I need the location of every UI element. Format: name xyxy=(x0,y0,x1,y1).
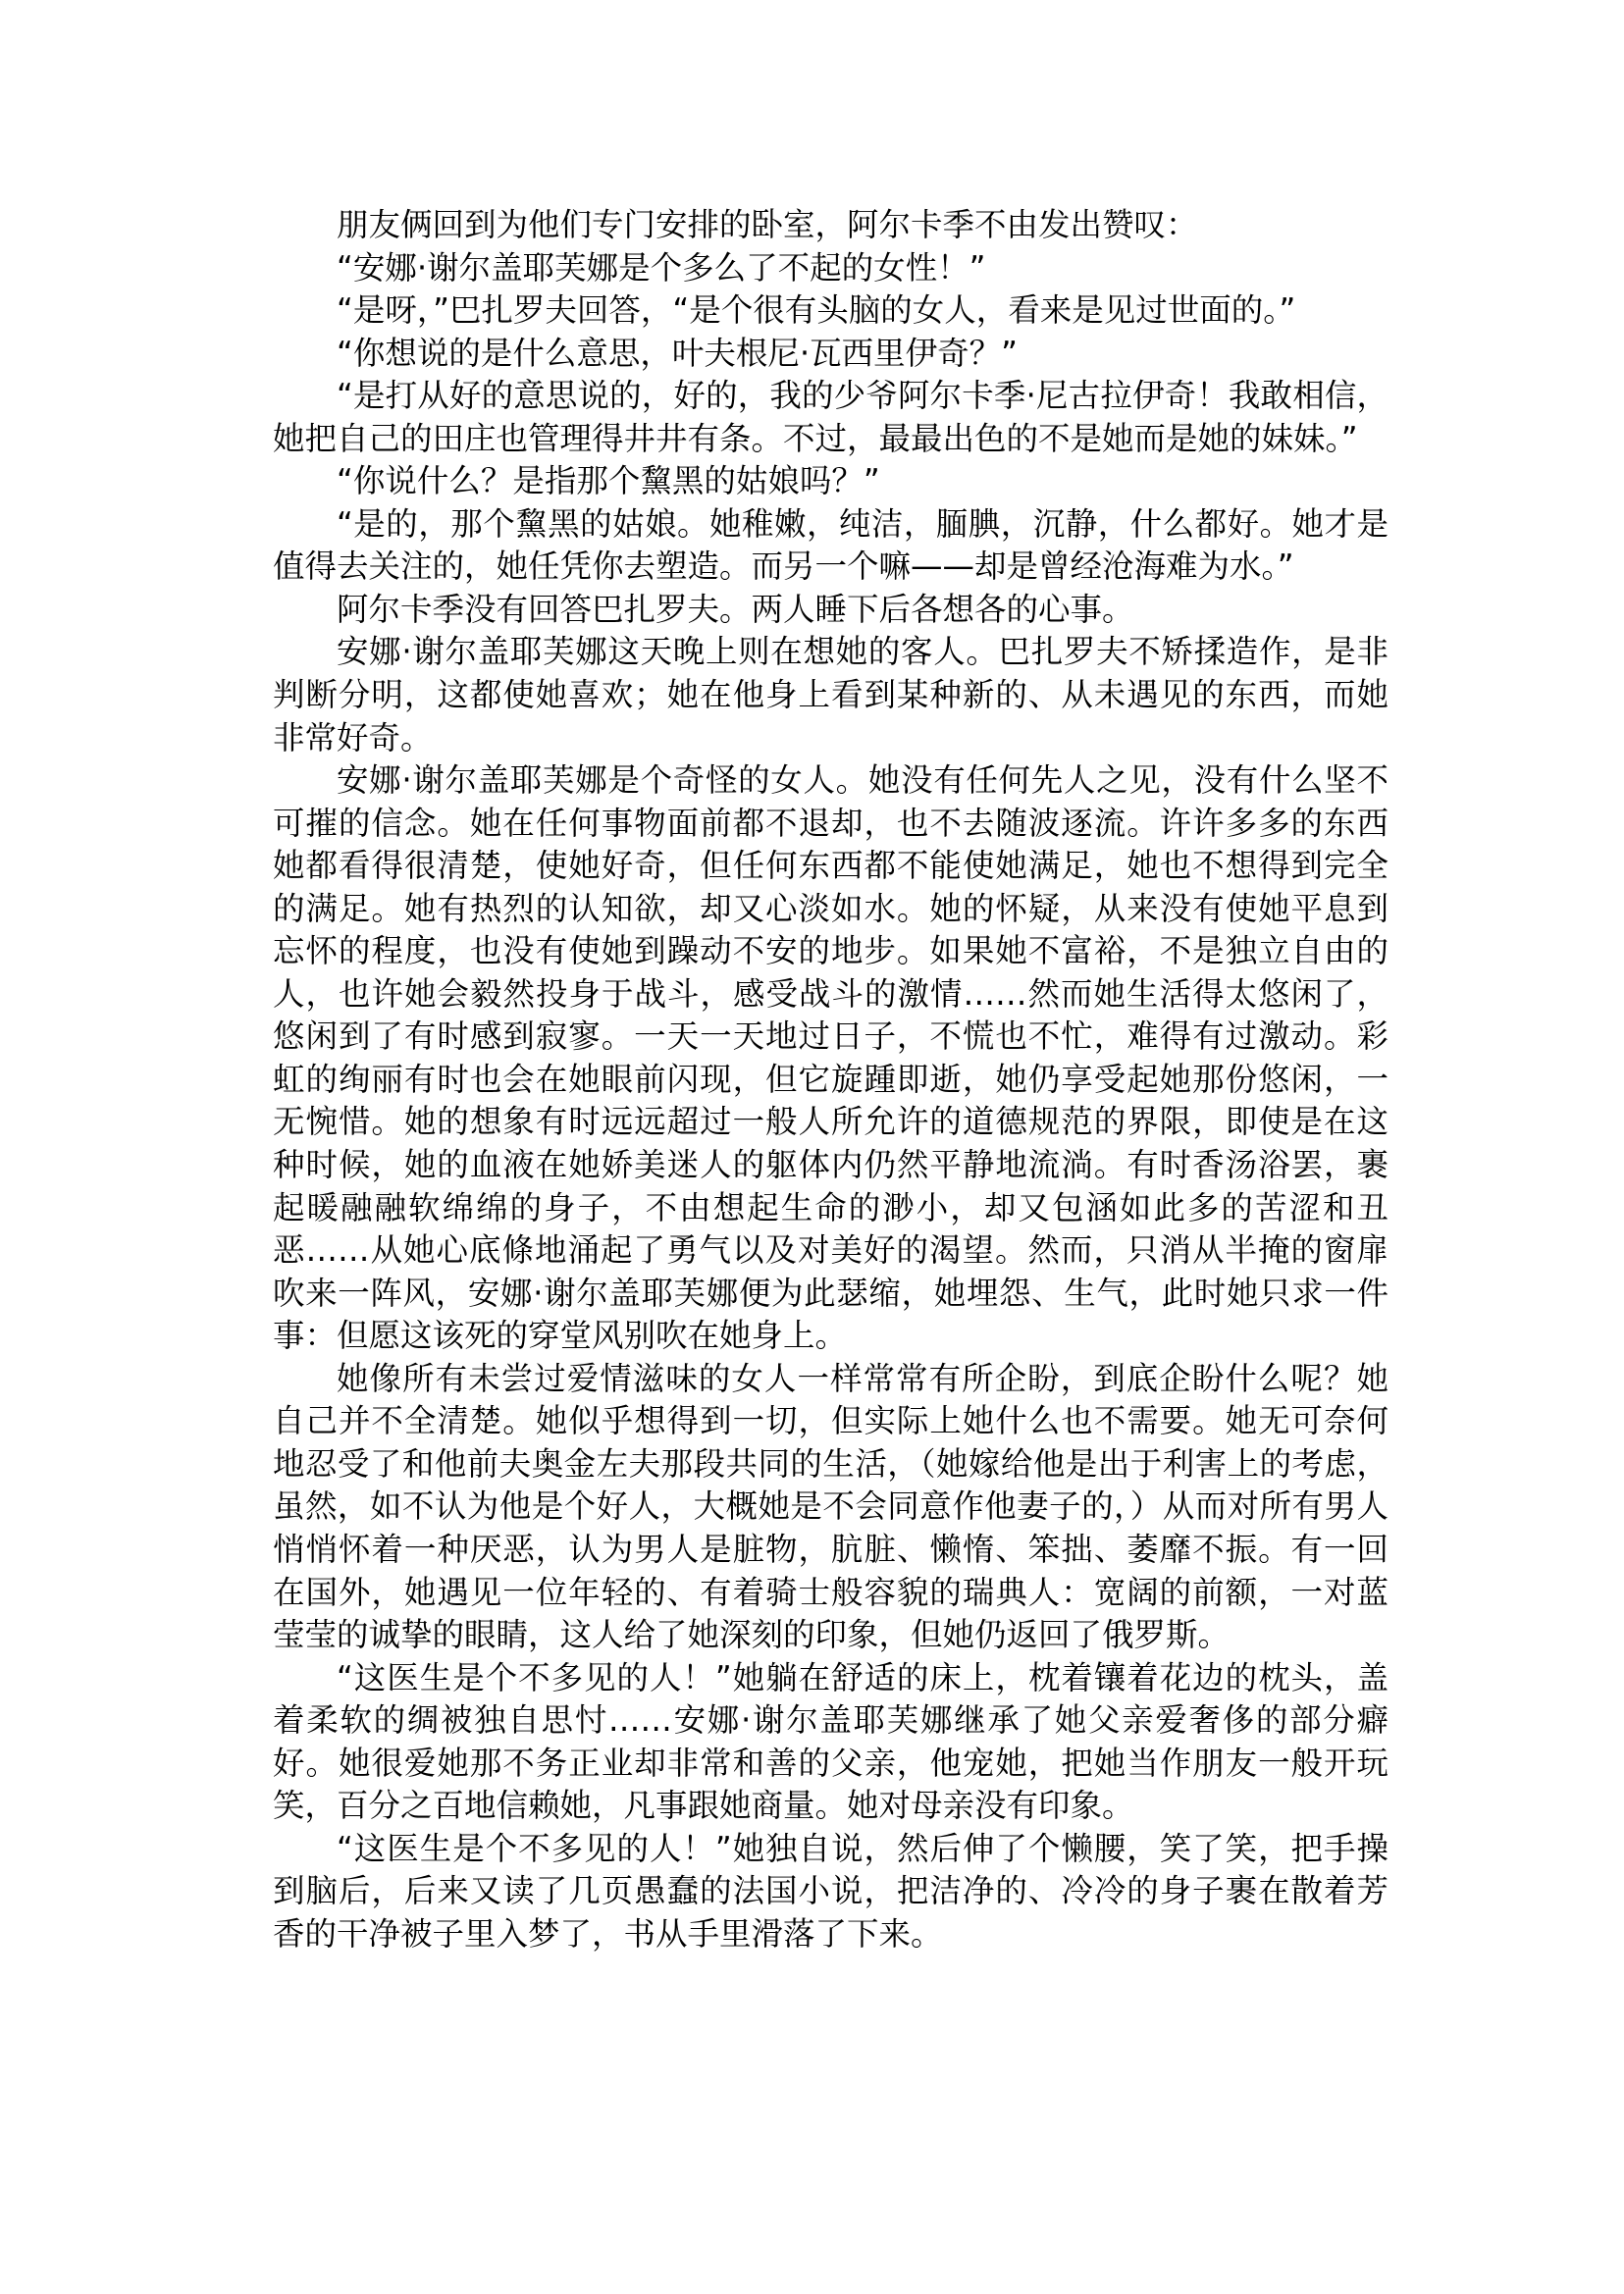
paragraph-01: 朋友俩回到为他们专门安排的卧室，阿尔卡季不由发出赞叹： xyxy=(337,206,1198,243)
paragraph-08: 阿尔卡季没有回答巴扎罗夫。两人睡下后各想各的心事。 xyxy=(337,590,1134,628)
body-text xyxy=(273,204,1388,1955)
paragraph-02: “安娜·谢尔盖耶芙娜是个多么了不起的女性！” xyxy=(337,248,986,287)
paragraph-10: 安娜·谢尔盖耶芙娜是个奇怪的女人。她没有任何先人之见，没有什么坚不可摧的信念。她在任何事物面前都不退却，也不去随波逐流。许许多多的东西她都看得很清楚，使她好奇，但任何东西都不能使她满足，她也不想得到完全的满足。她有热烈的认知欲，却又心淡如水。她的怀疑，从来没有使她平息到忘怀的程度，也没有使她到躁动不安的地步。如果她不富裕，不是独立自由的人，也许她会毅然投身于战斗，感受战斗的激情……然而她生活得太悠闲了，悠闲到了有时感到寂寥。一天一天地过日子，不慌也不忙，难得有过激动。彩虹的绚丽有时也会在她眼前闪现，但它旋踵即逝，她仍享受起她那份悠闲，一无惋惜。她的想象有时远远超过一般人所允许的道德规范的界限，即使是在这种时候，她的血液在她娇美迷人的躯体内仍然平静地流淌。有时香汤浴罢，裹起暖融融软绵绵的身子，不由想起生命的渺小，却又包涵如此多的苦涩和丑恶……从她心底條地涌起了勇气以及对美好的渴望。然而，只消从半掩的窗扉吹来一阵风，安娜·谢尔盖耶芙娜便为此瑟缩，她埋怨、生气，此时她只求一件事：但愿这该死的穿堂风别吹在她身上。 xyxy=(273,761,1388,1355)
paragraph-12: “这医生是个不多见的人！”她躺在舒适的床上，枕着镶着花边的枕头，盖着柔软的绸被独自思忖……安娜·谢尔盖耶芙娜继承了她父亲爱奢侈的部分癖好。她很爱她那不务正业却非常和善的父亲，他宠她，把她当作朋友一般开玩笑，百分之百地信赖她，凡事跟她商量。她对母亲没有印象。 xyxy=(273,1658,1388,1825)
paragraph-03: “是呀，”巴扎罗夫回答，“是个很有头脑的女人，看来是见过世面的。” xyxy=(337,291,1296,330)
paragraph-11: 她像所有未尝过爱情滋味的女人一样常常有所企盼，到底企盼什么呢？她自己并不全清楚。她似乎想得到一切，但实际上她什么也不需要。她无可奈何地忍受了和他前夫奥金左夫那段共同的生活，（她嫁给他是出于利害上的考虑，虽然，如不认为他是个好人，大概她是不会同意作他妻子的，）从而对所有男人悄悄怀着一种厌恶，认为男人是脏物，肮脏、懒惰、笨拙、萎靡不振。有一回在国外，她遇见一位年轻的、有着骑士般容貌的瑞典人：宽阔的前额，一对蓝莹莹的诚挚的眼睛，这人给了她深刻的印象，但她仍返回了俄罗斯。 xyxy=(273,1359,1388,1654)
paragraph-13: “这医生是个不多见的人！”她独自说，然后伸了个懒腰，笑了笑，把手操到脑后，后来又读了几页愚蠢的法国小说，把洁净的、冷冷的身子裹在散着芳香的干净被子里入梦了，书从手里滑落了下来。 xyxy=(273,1829,1388,1953)
paragraph-06: “你说什么？是指那个黧黑的姑娘吗？” xyxy=(337,462,880,500)
paragraph-04: “你想说的是什么意思，叶夫根尼·瓦西里伊奇？” xyxy=(337,334,1019,372)
paragraph-05: “是打从好的意思说的，好的，我的少爷阿尔卡季·尼古拉伊奇！我敢相信，她把自己的田庄也管理得井井有条。不过，最最出色的不是她而是她的妹妹。” xyxy=(273,377,1388,457)
paragraph-09: 安娜·谢尔盖耶芙娜这天晚上则在想她的客人。巴扎罗夫不矫揉造作，是非判断分明，这都使她喜欢；她在他身上看到某种新的、从未遇见的东西，而她非常好奇。 xyxy=(273,633,1388,756)
paragraph-07: “是的，那个黧黑的姑娘。她稚嫩，纯洁，腼腆，沉静，什么都好。她才是值得去关注的，她任凭你去塑造。而另一个嘛——却是曾经沧海难为水。” xyxy=(273,504,1388,586)
